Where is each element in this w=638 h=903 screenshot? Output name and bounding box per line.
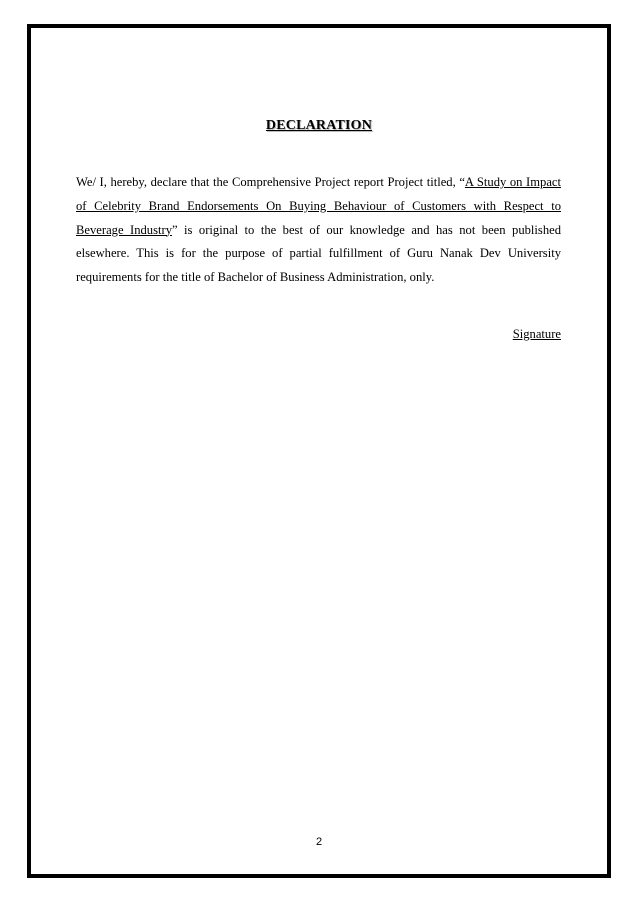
declaration-paragraph <box>76 171 561 290</box>
declaration-closing-text: ” is original to the best of our knowledge and has not been published elsewhere. This is for the purpose of partial fulfillment of Guru Nanak Dev University requirements for the title of Bachelor of Business Administration, only. <box>76 222 562 285</box>
declaration-intro-text: We/ I, hereby, declare that the Comprehensive Project report Project titled, “ <box>76 175 465 189</box>
page-border <box>27 24 611 878</box>
page-title-text: DECLARATION <box>265 118 373 133</box>
project-title-text: A Study on Impact of Celebrity Brand Endorsements On Buying Behaviour of Customers with Respect to Beverage Industry <box>76 175 561 237</box>
page-title <box>0 118 638 134</box>
page-number: 2 <box>315 836 323 848</box>
signature-label: Signature <box>512 327 561 341</box>
